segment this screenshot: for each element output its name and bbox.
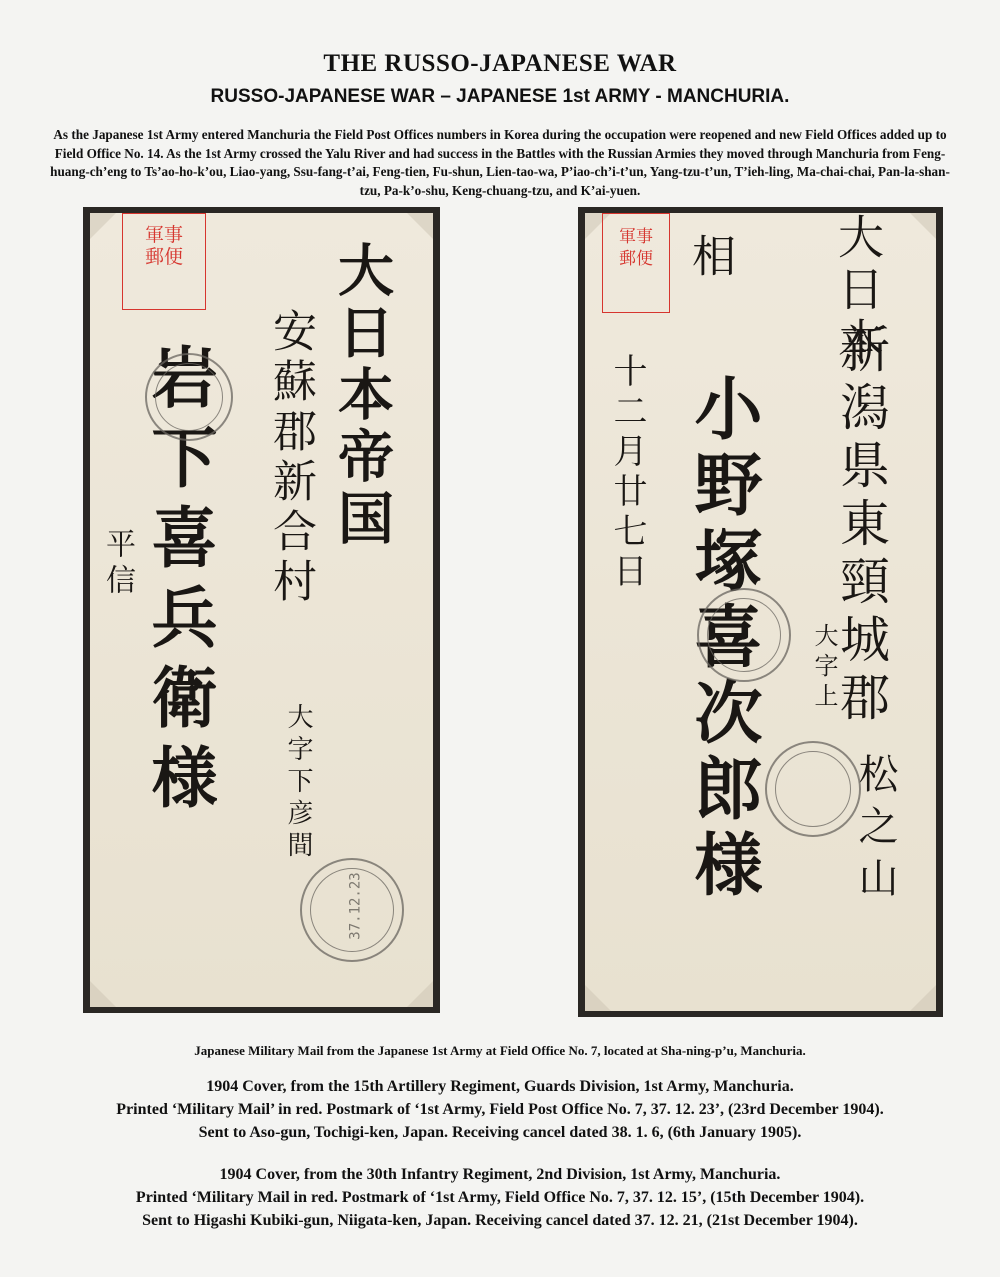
stamp-line: 郵便 [619,249,653,269]
right-cover [585,213,936,1011]
address-line: 大日本帝国 [329,241,395,551]
military-mail-stamp [122,213,206,310]
date-line: 十二月廿七日 [607,353,647,593]
page-title: THE RUSSO-JAPANESE WAR [323,50,677,77]
address-line: 松之山 [852,753,898,909]
stamp-line: 軍事 [144,224,183,246]
sender-note: 平信 [100,528,135,600]
address-line: 新潟県東頸城郡 [832,323,890,729]
description-line: Printed ‘Military Mail in red. Postmark of ‘1st Army, Field Office No. 7, 37. 12. 15’, (15th December 1904). [135,1189,865,1206]
postmark [145,353,233,441]
postmark [765,741,861,837]
postmark [697,588,791,682]
addressee-name: 小野塚喜次郎様 [683,373,763,905]
description-line: Sent to Aso-gun, Tochigi-ken, Japan. Receiving cancel dated 38. 1. 6, (6th January 1905). [198,1124,802,1141]
small-caption: Japanese Military Mail from the Japanese 1st Army at Field Office No. 7, located at Sha-ning-p’u, Manchuria. [194,1043,806,1058]
description-line: 1904 Cover, from the 15th Artillery Regiment, Guards Division, 1st Army, Manchuria. [206,1078,794,1095]
cover2-description [40,1163,960,1232]
cover1-description [40,1075,960,1144]
description-line: Sent to Higashi Kubiki-gun, Niigata-ken, Japan. Receiving cancel dated 37. 12. 21, (21st December 1904). [142,1212,858,1229]
address-line: 大日本 [831,213,885,369]
photo-corner [407,213,433,239]
postmark [300,858,404,962]
photo-corner [407,981,433,1007]
stamp-line: 軍事 [619,227,653,247]
intro-paragraph: As the Japanese 1st Army entered Manchuria the Field Post Offices numbers in Korea during the occupation were reopened and new Field Offices added up to Field Office No. 14. As the 1st Army crossed the Yalu River and had success in the Battles with the Russian Armies they moved through Manchuria from Feng-huang-ch’eng to Ts’ao-ho-k’ou, Liao-yang, Ssu-fang-t’ai, Feng-tien, Fu-shun, Lien-tao-wa, P’iao-ch’i-t’un, Yang-tzu-t’un, T’ieh-ling, Ma-chai-chai, Pan-la-shan-tzu, Pa-k’o-shu, Keng-chuang-tzu, and K’ai-yuen. [50,127,950,198]
address-line: 安蘇郡新合村 [265,308,316,608]
address-line: 大字下彦間 [283,703,313,863]
photo-corner [90,981,116,1007]
addressee-name: 岩下喜兵衛様 [140,343,218,823]
page-subtitle: RUSSO-JAPANESE WAR – JAPANESE 1st ARMY - MANCHURIA. [210,86,790,107]
stamp-line: 郵便 [144,246,183,268]
address-line: 大字上 [810,623,838,713]
description-line: Printed ‘Military Mail’ in red. Postmark of ‘1st Army, Field Post Office No. 7, 37. 12. 23’, (23rd December 1904). [116,1101,884,1118]
photo-corner [910,213,936,239]
military-mail-stamp [602,213,670,313]
left-cover [90,213,433,1007]
sender-line: 相 [684,233,735,283]
photo-corner [585,985,611,1011]
postmark-date: 37.12.23 [347,872,364,940]
photo-corner [910,985,936,1011]
photo-corner [90,213,116,239]
description-line: 1904 Cover, from the 30th Infantry Regiment, 2nd Division, 1st Army, Manchuria. [219,1166,781,1183]
